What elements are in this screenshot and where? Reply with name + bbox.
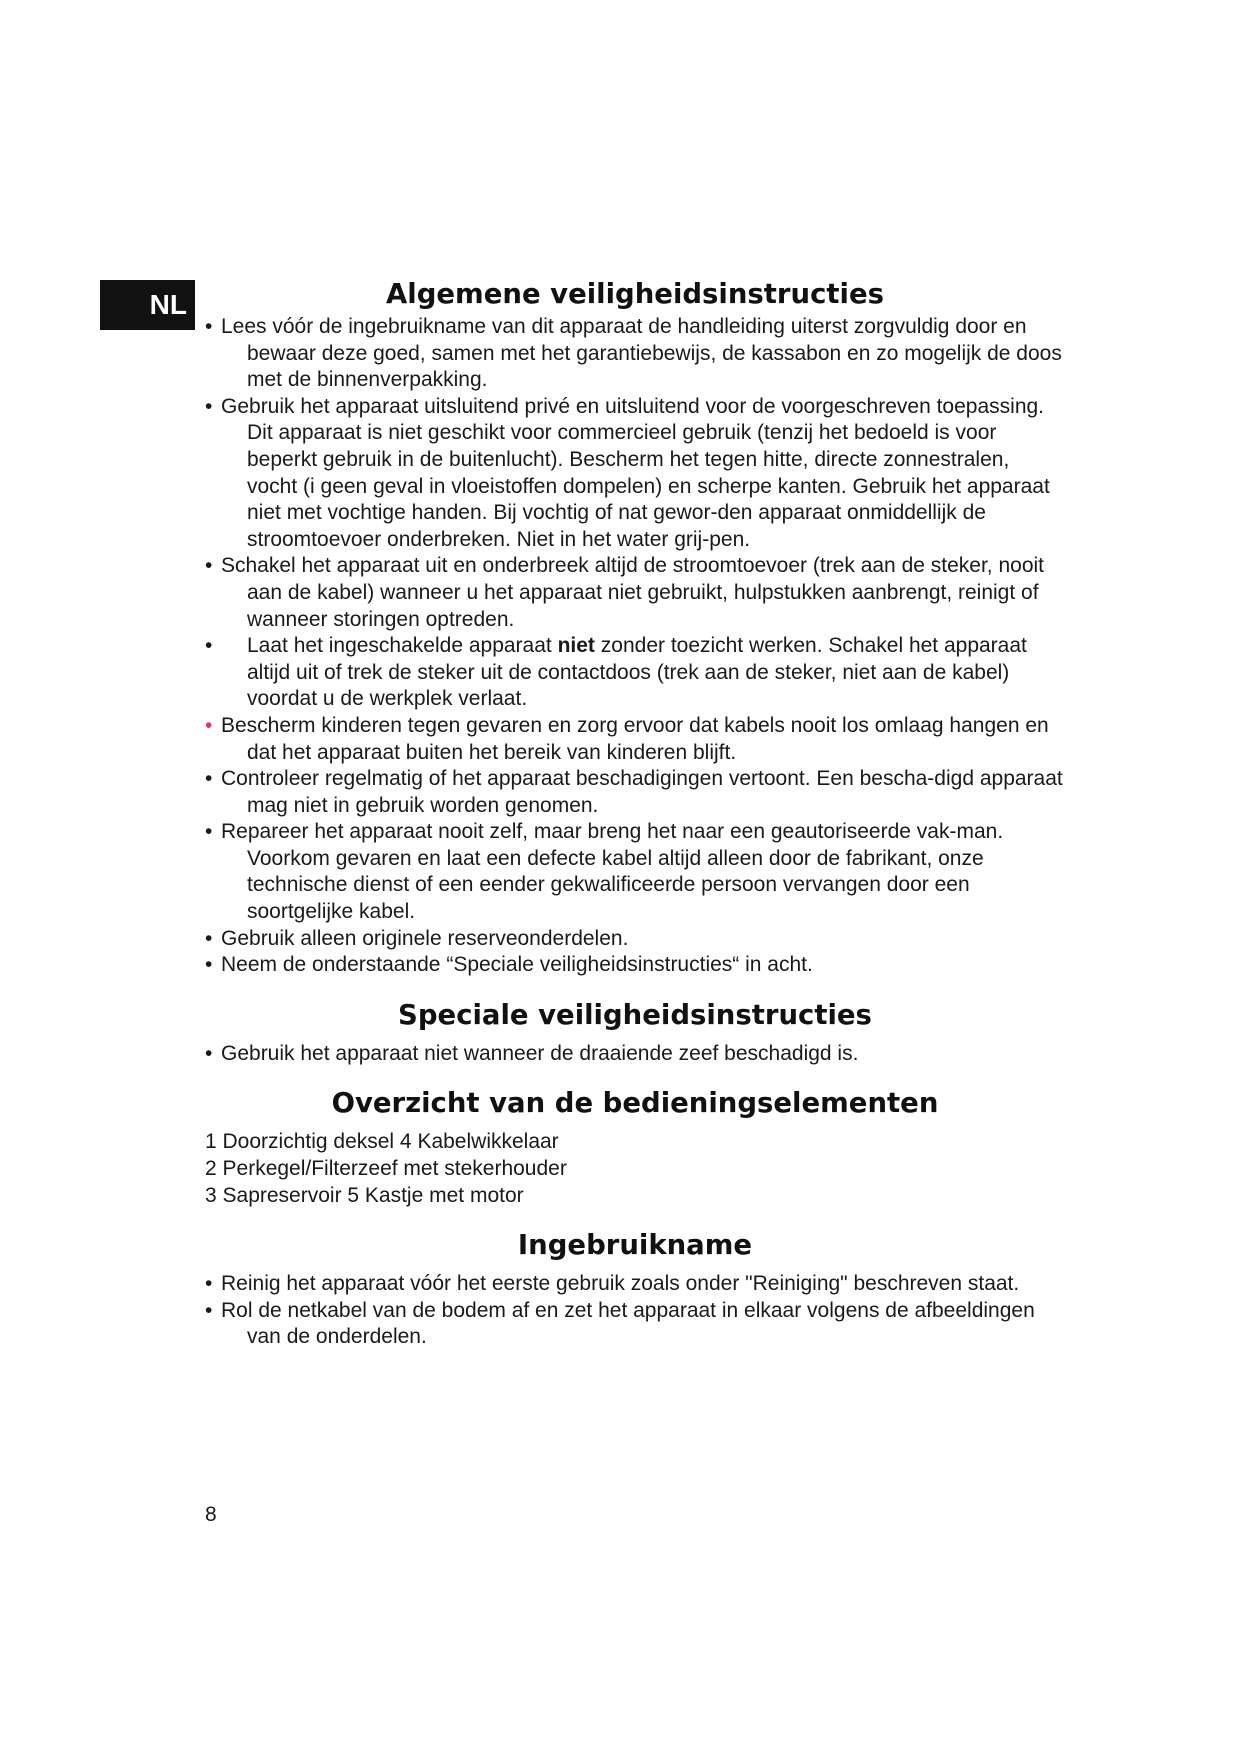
section-title-general: Algemene veiligheidsinstructies xyxy=(386,278,884,310)
bullet-icon: • xyxy=(205,820,213,844)
list-item: • Gebruik alleen originele reserveonderdelen. xyxy=(205,926,1065,953)
list-item: 2 Perkegel/Filterzeef met stekerhouder xyxy=(205,1157,567,1181)
pink-bullet-icon: • xyxy=(205,713,213,737)
bullet-icon: • xyxy=(205,315,213,338)
section-title-special: Speciale veiligheidsinstructies xyxy=(398,998,872,1031)
bullet-icon: • xyxy=(205,1041,213,1065)
bullet-icon: • xyxy=(205,767,213,791)
bullet-icon: • xyxy=(205,926,213,950)
list-item: 1 Doorzichtig deksel 4 Kabelwikkelaar xyxy=(205,1130,559,1154)
list-item: • Reinig het apparaat vóór het eerste gebruik zoals onder "Reiniging" beschreven staat. xyxy=(205,1271,1065,1298)
general-safety-list xyxy=(205,314,1065,979)
bullet-icon: • xyxy=(205,953,213,977)
list-item: • Rol de netkabel van de bodem af en zet het apparaat in elkaar volgens de afbeeldingen van de onderdelen. xyxy=(205,1298,1035,1349)
bullet-icon: • xyxy=(205,1298,213,1322)
bullet-icon: • xyxy=(205,634,213,658)
document-content xyxy=(205,274,1065,1351)
list-item: • Gebruik het apparaat niet wanneer de draaiende zeef beschadigd is. xyxy=(205,1041,1065,1068)
list-item: • Laat het ingeschakelde apparaat niet zonder toezicht werken. Schakel het apparaat altijd uit of trek de steker uit de contactdoos (trek aan de steker, niet aan de kabel) voordat u de werkplek verlaat. xyxy=(205,634,1027,711)
page-number: 8 xyxy=(205,1503,217,1526)
bullet-icon: • xyxy=(205,394,213,418)
language-tab: NL xyxy=(100,280,195,330)
list-item: 3 Sapreservoir 5 Kastje met motor xyxy=(205,1183,524,1207)
list-item: • Controleer regelmatig of het apparaat beschadigingen vertoont. Een bescha-digd apparaat mag niet in gebruik worden genomen. xyxy=(205,767,1063,817)
list-item: • Neem de onderstaande “Speciale veiligheidsinstructies“ in acht. xyxy=(205,952,1065,979)
list-item: • Repareer het apparaat nooit zelf, maar breng het naar een geautoriseerde vak-man. Voorkom gevaren en laat een defecte kabel altijd alleen door de fabrikant, onze technische dienst of een eender gekwalificeerde persoon vervangen door een soortgelijke kabel. xyxy=(205,820,1004,924)
list-item: • Lees vóór de ingebruikname van dit apparaat de handleiding uiterst zorgvuldig door en bewaar deze goed, samen met het garantiebewijs, de kassabon en zo mogelijk de doos met de binnenverpakking. xyxy=(205,315,1062,392)
section-title-overview: Overzicht van de bedieningselementen xyxy=(331,1087,939,1120)
bullet-icon: • xyxy=(205,1272,213,1296)
list-item: • Gebruik het apparaat uitsluitend privé en uitsluitend voor de voorgeschreven toepassing. Dit apparaat is niet geschikt voor commercieel gebruik (tenzij het bedoeld is voor beperkt gebruik in de buitenlucht). Bescherm het tegen hitte, directe zonnestralen, vocht (i geen geval in vloeistoffen dompelen) en scherpe kanten. Gebruik het apparaat niet met vochtige handen. Bij vochtig of nat gewor-den apparaat onmiddellijk de stroomtoevoer onderbreken. Niet in het water grij-pen. xyxy=(205,394,1050,551)
controls-overview-list xyxy=(205,1129,1065,1209)
startup-list xyxy=(205,1271,1065,1351)
list-item: • Schakel het apparaat uit en onderbreek altijd de stroomtoevoer (trek aan de steker, nooit aan de kabel) wanneer u het apparaat niet gebruikt, hulpstukken aanbrengt, reinigt of wanneer storingen optreden. xyxy=(205,554,1044,631)
emphasis-text: niet xyxy=(557,634,595,658)
list-item: • Bescherm kinderen tegen gevaren en zorg ervoor dat kabels nooit los omlaag hangen en dat het apparaat buiten het bereik van kinderen blijft. xyxy=(205,713,1049,764)
bullet-icon: • xyxy=(205,554,213,578)
special-safety-list xyxy=(205,1041,1065,1068)
section-title-startup: Ingebruikname xyxy=(517,1229,753,1262)
